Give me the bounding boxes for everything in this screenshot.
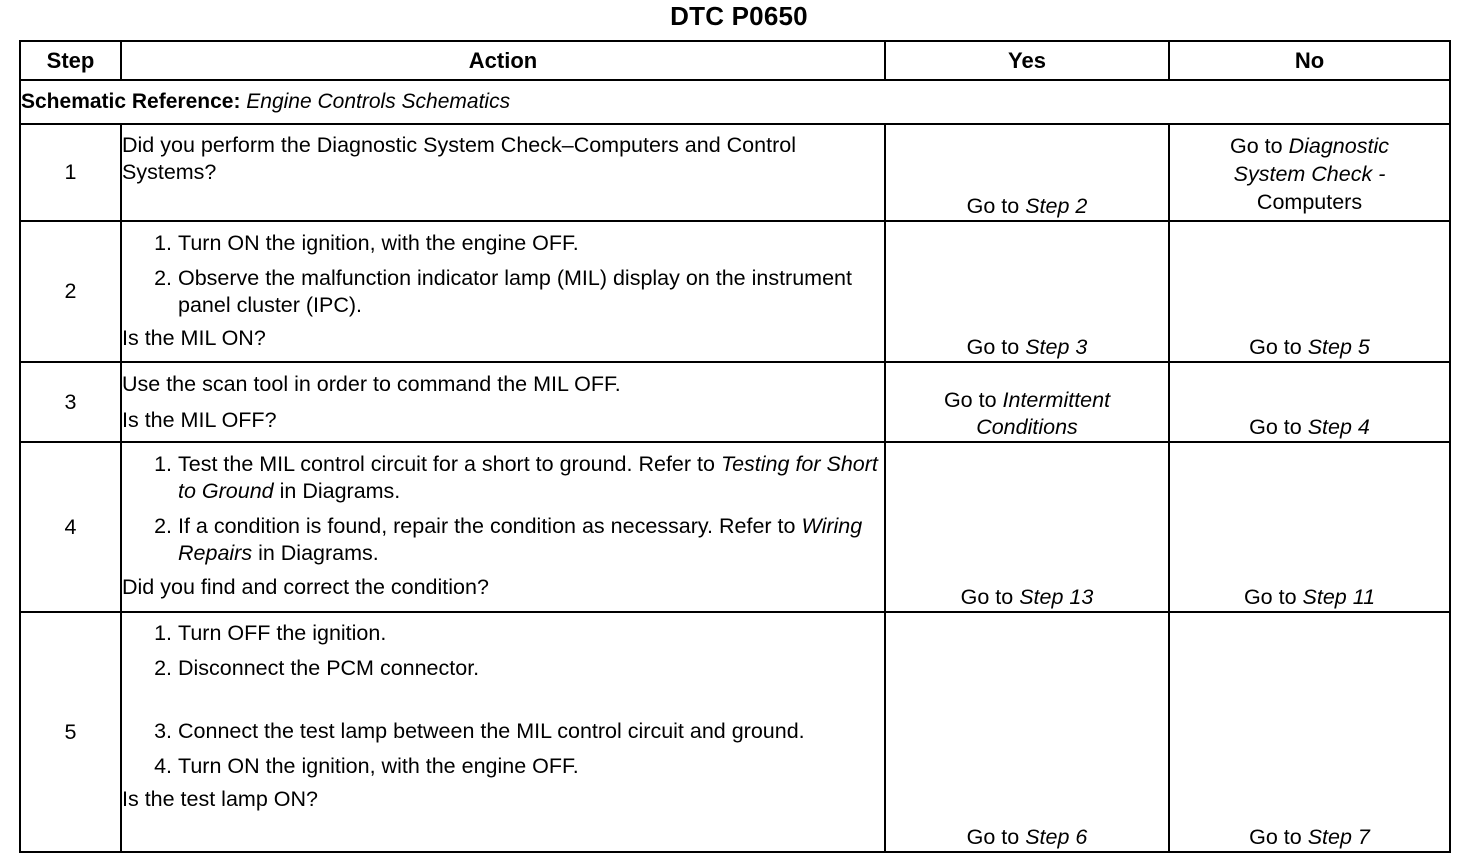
- table-row: [20, 442, 1450, 612]
- no-cell: [1169, 124, 1450, 221]
- table-row: [20, 221, 1450, 362]
- header-row: [20, 41, 1450, 80]
- action-step-item: 2. Observe the malfunction indicator lamp (MIL) display on the instrument panel cluster (IPC).: [178, 265, 884, 319]
- no-target-line2: System Check -: [1233, 162, 1386, 186]
- go-to-text: Go to: [966, 825, 1020, 849]
- go-to-text: Go to: [966, 194, 1020, 218]
- action-step-item: 1. Turn ON the ignition, with the engine OFF.: [178, 230, 884, 257]
- go-to-text: Go to: [1249, 415, 1302, 439]
- no-target: Step 7: [1307, 825, 1370, 849]
- reference-link-text: Wiring Repairs: [178, 514, 863, 565]
- action-step-item: 1. Turn OFF the ignition.: [178, 620, 884, 647]
- schematic-label: Schematic Reference:: [21, 90, 241, 113]
- step-text: in Diagrams.: [279, 479, 401, 503]
- yes-target-line2: Conditions: [976, 415, 1078, 439]
- schematic-reference: Engine Controls Schematics: [246, 90, 511, 113]
- diagnostic-table: [19, 40, 1451, 853]
- step-text: Test the MIL control circuit for a short to ground. Refer to: [178, 452, 715, 476]
- step-number: 2: [20, 221, 121, 362]
- action-steps: [122, 620, 884, 780]
- no-target-line3: Computers: [1256, 190, 1363, 214]
- page-title: DTC P0650: [670, 1, 808, 31]
- no-target: Step 4: [1307, 415, 1370, 439]
- header-no: No: [1169, 41, 1450, 80]
- action-step-item: [178, 513, 884, 567]
- yes-cell: [885, 221, 1169, 362]
- action-text: Use the scan tool in order to command the MIL OFF.: [122, 372, 621, 396]
- action-step-item: 3. Connect the test lamp between the MIL control circuit and ground.: [178, 718, 884, 745]
- reference-link-text: Testing for Short to Ground: [178, 452, 878, 503]
- no-cell: [1169, 612, 1450, 852]
- go-to-text: Go to: [1249, 825, 1302, 849]
- yes-target: Step 3: [1025, 335, 1088, 359]
- action-question: Did you find and correct the condition?: [122, 575, 489, 599]
- action-step-item: 2. Disconnect the PCM connector.: [178, 655, 884, 682]
- yes-cell: [885, 442, 1169, 612]
- go-to-text: Go to: [1249, 335, 1302, 359]
- step-number: 5: [20, 612, 121, 852]
- yes-cell: [885, 612, 1169, 852]
- go-to-text: Go to: [960, 585, 1014, 609]
- action-question: Is the MIL ON?: [122, 326, 266, 350]
- go-to-text: Go to: [943, 388, 997, 412]
- schematic-reference-row: [20, 80, 1450, 124]
- no-target: Step 5: [1307, 335, 1370, 359]
- action-cell: [121, 442, 885, 612]
- action-step-item: [178, 451, 884, 505]
- yes-target: Step 13: [1019, 585, 1094, 609]
- yes-cell: [885, 362, 1169, 442]
- yes-target: Step 6: [1025, 825, 1088, 849]
- yes-target-line1: Intermittent: [1002, 388, 1111, 412]
- action-steps: [122, 230, 884, 319]
- no-cell: [1169, 362, 1450, 442]
- step-number: 4: [20, 442, 121, 612]
- action-steps: [122, 451, 884, 567]
- header-action: Action: [121, 41, 885, 80]
- action-cell: [121, 124, 885, 221]
- action-question: Is the MIL OFF?: [122, 408, 277, 432]
- step-text: If a condition is found, repair the condition as necessary. Refer to: [178, 514, 796, 538]
- action-question: Is the test lamp ON?: [122, 787, 318, 811]
- no-target-line1: Diagnostic: [1288, 134, 1389, 158]
- step-number: 1: [20, 124, 121, 221]
- go-to-text: Go to: [1243, 585, 1297, 609]
- go-to-text: Go to: [966, 335, 1020, 359]
- yes-target: Step 2: [1025, 194, 1088, 218]
- step-number: 3: [20, 362, 121, 442]
- go-to-text: Go to: [1230, 134, 1283, 158]
- yes-cell: [885, 124, 1169, 221]
- header-yes: Yes: [885, 41, 1169, 80]
- step-text: in Diagrams.: [258, 541, 379, 565]
- no-target: Step 11: [1302, 585, 1376, 609]
- table-row: [20, 124, 1450, 221]
- action-cell: [121, 362, 885, 442]
- action-text: Did you perform the Diagnostic System Check–Computers and Control Systems?: [122, 133, 796, 184]
- action-cell: [121, 221, 885, 362]
- table-row: [20, 612, 1450, 852]
- action-step-item: 4. Turn ON the ignition, with the engine OFF.: [178, 753, 884, 780]
- action-cell: [121, 612, 885, 852]
- header-step: Step: [20, 41, 121, 80]
- no-cell: [1169, 221, 1450, 362]
- table-row: [20, 362, 1450, 442]
- no-cell: [1169, 442, 1450, 612]
